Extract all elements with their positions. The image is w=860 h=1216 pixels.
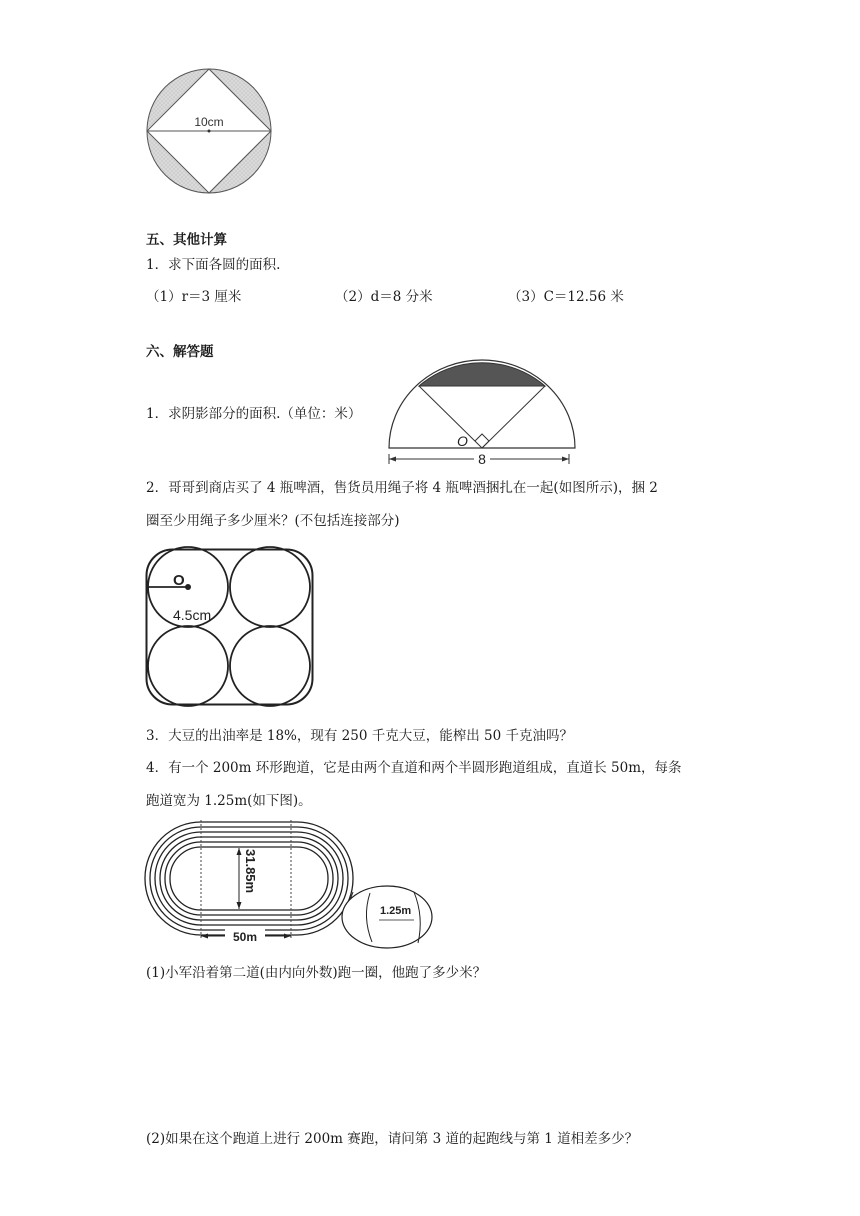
section5-item-1: （1）r＝3 厘米: [146, 289, 242, 305]
center-dot: [185, 584, 191, 590]
diameter-label: 10cm: [194, 115, 224, 129]
section6-question-2-line1: 2．哥哥到商店买了 4 瓶啤酒，售货员用绳子将 4 瓶啤酒捆扎在一起(如图所示)，捆 2: [146, 480, 658, 496]
section5-item-2: （2）d＝8 分米: [335, 289, 433, 305]
section6-question-1: 1．求阴影部分的面积.（单位：米）: [146, 406, 362, 422]
section6-question-4-part-1: (1)小军沿着第二道(由内向外数)跑一圈，他跑了多少米？: [146, 965, 487, 981]
semicircle-figure: [383, 360, 578, 465]
circle-square-figure: [145, 62, 295, 202]
bottle-center-label: O: [173, 572, 185, 589]
section6-question-4-part-2: (2)如果在这个跑道上进行 200m 赛跑，请问第 3 道的起跑线与第 1 道相差多少？: [146, 1131, 639, 1147]
bottle-bottom-right: [230, 626, 310, 706]
base-label: 8: [478, 451, 486, 467]
straight-label: 50m: [232, 930, 258, 944]
bottle-bottom-left: [148, 626, 228, 706]
section5-heading: 五、其他计算: [146, 232, 227, 248]
section5-question-1: 1．求下面各圆的面积.: [146, 257, 281, 273]
section6-question-3: 3．大豆的出油率是 18%，现有 250 千克大豆，能榨出 50 千克油吗？: [146, 728, 573, 744]
track-figure: [142, 818, 437, 958]
center-dot: [208, 130, 211, 133]
lane-width-label: 1.25m: [380, 905, 412, 917]
shaded-segment: [419, 363, 545, 386]
rope-outline: [147, 550, 313, 705]
bottles-figure: [145, 548, 317, 708]
section6-question-4-line2: 跑道宽为 1.25m(如下图)。: [146, 793, 312, 809]
radius-label: 4.5cm: [173, 607, 212, 623]
center-o-label: O: [457, 433, 468, 449]
bottle-top-right: [230, 547, 310, 627]
section6-heading: 六、解答题: [146, 344, 214, 360]
section6-question-4-line1: 4．有一个 200m 环形跑道，它是由两个直道和两个半圆形跑道组成，直道长 50m，每条: [146, 760, 682, 776]
section6-question-2-line2: 圈至少用绳子多少厘米？(不包括连接部分): [146, 513, 400, 529]
section5-item-3: （3）C＝12.56 米: [508, 289, 624, 305]
width-label: 31.85m: [243, 849, 258, 894]
